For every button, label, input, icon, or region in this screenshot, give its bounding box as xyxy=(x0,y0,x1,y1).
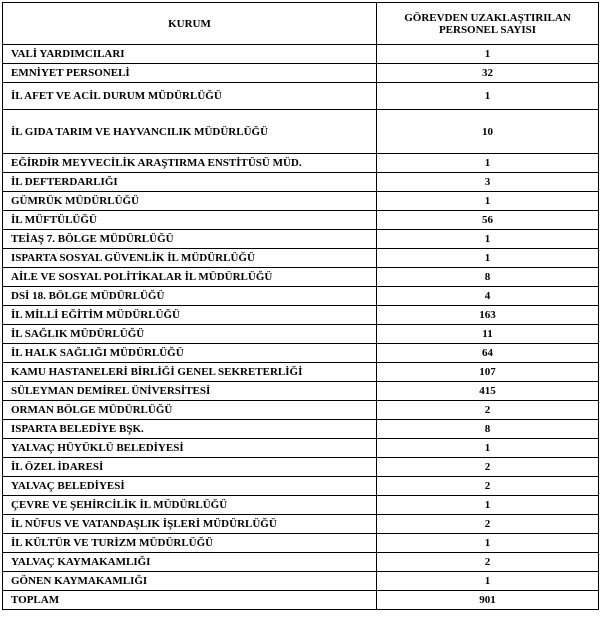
table-row xyxy=(3,382,599,401)
institution-name: ÇEVRE VE ŞEHİRCİLİK İL MÜDÜRLÜĞÜ xyxy=(3,496,377,515)
dismissed-count: 1 xyxy=(377,249,599,268)
header-institution: KURUM xyxy=(3,3,377,45)
institution-name: İL MİLLİ EĞİTİM MÜDÜRLÜĞÜ xyxy=(3,306,377,325)
dismissed-count: 8 xyxy=(377,420,599,439)
table-row xyxy=(3,110,599,154)
institution-name: ORMAN BÖLGE MÜDÜRLÜĞÜ xyxy=(3,401,377,420)
total-count: 901 xyxy=(377,591,599,610)
institution-name: İL KÜLTÜR VE TURİZM MÜDÜRLÜĞÜ xyxy=(3,534,377,553)
institution-name: İL NÜFUS VE VATANDAŞLIK İŞLERİ MÜDÜRLÜĞÜ xyxy=(3,515,377,534)
dismissed-count: 107 xyxy=(377,363,599,382)
institution-name: SÜLEYMAN DEMİREL ÜNİVERSİTESİ xyxy=(3,382,377,401)
dismissed-count: 2 xyxy=(377,553,599,572)
table-row xyxy=(3,420,599,439)
table-body xyxy=(3,45,599,610)
table-header-row xyxy=(3,3,599,45)
dismissed-count: 3 xyxy=(377,173,599,192)
institution-name: GÜMRÜK MÜDÜRLÜĞÜ xyxy=(3,192,377,211)
dismissed-count: 56 xyxy=(377,211,599,230)
institution-name: ISPARTA SOSYAL GÜVENLİK İL MÜDÜRLÜĞÜ xyxy=(3,249,377,268)
dismissed-count: 415 xyxy=(377,382,599,401)
dismissed-count: 2 xyxy=(377,458,599,477)
table-row xyxy=(3,496,599,515)
dismissed-count: 163 xyxy=(377,306,599,325)
table-row xyxy=(3,287,599,306)
dismissed-count: 1 xyxy=(377,439,599,458)
personnel-table xyxy=(2,2,599,610)
institution-name: YALVAÇ HÜYÜKLÜ BELEDİYESİ xyxy=(3,439,377,458)
dismissed-count: 32 xyxy=(377,64,599,83)
table-row xyxy=(3,477,599,496)
institution-name: İL SAĞLIK MÜDÜRLÜĞÜ xyxy=(3,325,377,344)
table-row xyxy=(3,173,599,192)
table-row xyxy=(3,154,599,173)
table-row xyxy=(3,83,599,110)
dismissed-count: 2 xyxy=(377,477,599,496)
table-row xyxy=(3,458,599,477)
institution-name: DSİ 18. BÖLGE MÜDÜRLÜĞÜ xyxy=(3,287,377,306)
table-row xyxy=(3,534,599,553)
table-row xyxy=(3,230,599,249)
institution-name: EĞİRDİR MEYVECİLİK ARAŞTIRMA ENSTİTÜSÜ MÜD. xyxy=(3,154,377,173)
table-row xyxy=(3,211,599,230)
table-row xyxy=(3,64,599,83)
table-row xyxy=(3,439,599,458)
institution-name: İL AFET VE ACİL DURUM MÜDÜRLÜĞÜ xyxy=(3,83,377,110)
table-row xyxy=(3,401,599,420)
institution-name: İL DEFTERDARLIĞI xyxy=(3,173,377,192)
dismissed-count: 1 xyxy=(377,534,599,553)
institution-name: AİLE VE SOSYAL POLİTİKALAR İL MÜDÜRLÜĞÜ xyxy=(3,268,377,287)
institution-name: GÖNEN KAYMAKAMLIĞI xyxy=(3,572,377,591)
institution-name: KAMU HASTANELERİ BİRLİĞİ GENEL SEKRETERLİĞİ xyxy=(3,363,377,382)
table-row xyxy=(3,192,599,211)
header-dismissed-count: GÖREVDEN UZAKLAŞTIRILAN PERSONEL SAYISI xyxy=(377,3,599,45)
dismissed-count: 1 xyxy=(377,83,599,110)
table-row xyxy=(3,553,599,572)
total-row xyxy=(3,591,599,610)
institution-name: İL GIDA TARIM VE HAYVANCILIK MÜDÜRLÜĞÜ xyxy=(3,110,377,154)
dismissed-count: 1 xyxy=(377,496,599,515)
dismissed-count: 11 xyxy=(377,325,599,344)
dismissed-count: 4 xyxy=(377,287,599,306)
dismissed-count: 1 xyxy=(377,154,599,173)
table-row xyxy=(3,363,599,382)
institution-name: YALVAÇ KAYMAKAMLIĞI xyxy=(3,553,377,572)
table-row xyxy=(3,268,599,287)
institution-name: TEİAŞ 7. BÖLGE MÜDÜRLÜĞÜ xyxy=(3,230,377,249)
institution-name: İL HALK SAĞLIĞI MÜDÜRLÜĞÜ xyxy=(3,344,377,363)
dismissed-count: 1 xyxy=(377,192,599,211)
table-row xyxy=(3,572,599,591)
table-row xyxy=(3,515,599,534)
dismissed-count: 8 xyxy=(377,268,599,287)
dismissed-count: 1 xyxy=(377,45,599,64)
institution-name: YALVAÇ BELEDİYESİ xyxy=(3,477,377,496)
institution-name: EMNİYET PERSONELİ xyxy=(3,64,377,83)
total-label: TOPLAM xyxy=(3,591,377,610)
dismissed-count: 1 xyxy=(377,230,599,249)
table-row xyxy=(3,306,599,325)
table-row xyxy=(3,325,599,344)
institution-name: VALİ YARDIMCILARI xyxy=(3,45,377,64)
dismissed-count: 2 xyxy=(377,401,599,420)
dismissed-count: 1 xyxy=(377,572,599,591)
institution-name: İL MÜFTÜLÜĞÜ xyxy=(3,211,377,230)
table-row xyxy=(3,344,599,363)
dismissed-count: 64 xyxy=(377,344,599,363)
table-row xyxy=(3,249,599,268)
dismissed-count: 2 xyxy=(377,515,599,534)
institution-name: İL ÖZEL İDARESİ xyxy=(3,458,377,477)
dismissed-count: 10 xyxy=(377,110,599,154)
table-row xyxy=(3,45,599,64)
institution-name: ISPARTA BELEDİYE BŞK. xyxy=(3,420,377,439)
